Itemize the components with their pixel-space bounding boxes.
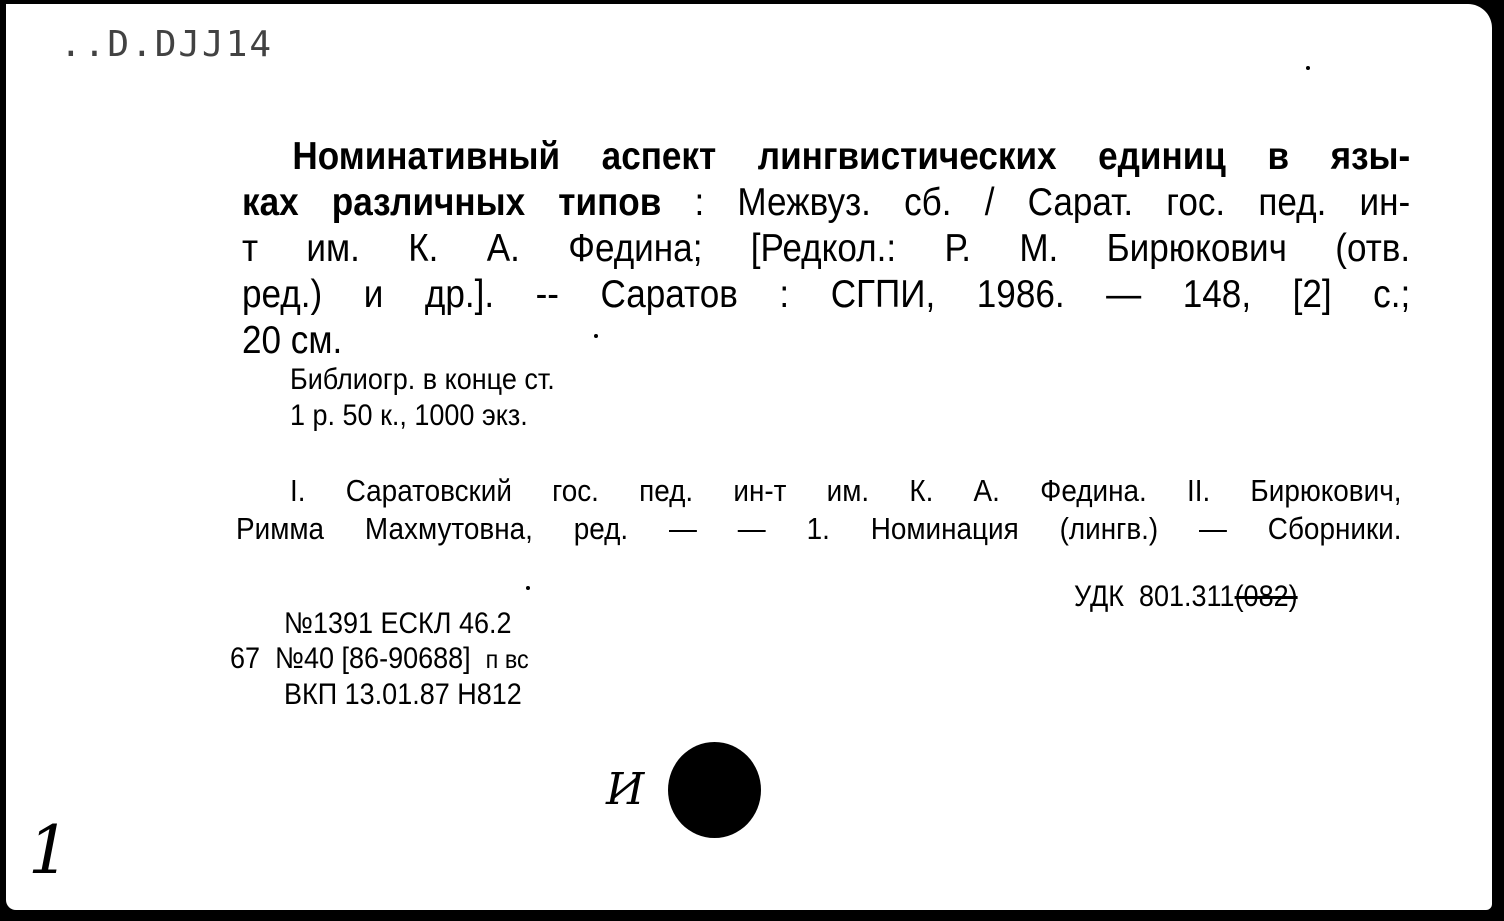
udk-label: УДК xyxy=(1074,580,1124,613)
notes-block xyxy=(290,362,555,434)
price-note: 1 р. 50 к., 1000 экз. xyxy=(290,399,528,432)
tracings-block xyxy=(236,472,1402,548)
stray-dot xyxy=(1306,66,1310,70)
stray-dot xyxy=(526,586,530,590)
description-line-1: Номинативный аспект лингвистических единиц в язы- xyxy=(292,135,1411,178)
tracing-line-1: I. Саратовский гос. пед. ин-т им. К. А. Федина. II. Бирюкович, xyxy=(290,473,1402,508)
code-line-2: 67 №40 [86-90688] п вс xyxy=(230,642,529,675)
description-line-4: ред.) и др.]. -- Саратов : СГПИ, 1986. — 148, [2] с.; xyxy=(242,273,1411,316)
description-line-5: 20 см. xyxy=(242,319,343,362)
code-line-3: ВКП 13.01.87 Н812 xyxy=(284,678,522,711)
description-line-2: ках различных типов : Межвуз. сб. / Сарат. гос. пед. ин- xyxy=(242,181,1411,224)
black-dot-stamp xyxy=(668,742,761,838)
stray-dot xyxy=(594,334,598,338)
catalog-codes xyxy=(230,606,529,712)
udk-number: 801.311 xyxy=(1138,580,1235,613)
tracing-line-2: Римма Махмутовна, ред. — — 1. Номинация (лингв.) — Сборники. xyxy=(236,511,1402,546)
handwritten-mark: И xyxy=(606,764,641,815)
handwritten-corner-number: 1 xyxy=(28,812,70,889)
bibliography-note: Библиогр. в конце ст. xyxy=(290,363,555,396)
code-line-1: №1391 ЕСКЛ 46.2 xyxy=(284,607,512,640)
bibliographic-description xyxy=(242,134,1410,364)
udk-struck-code: (082) xyxy=(1234,580,1298,613)
description-line-3: т им. К. А. Федина; [Редкол.: Р. М. Бирюкович (отв. xyxy=(242,227,1411,270)
stamp-number: ..D.DJJ14 xyxy=(60,24,274,65)
udk-code xyxy=(1074,580,1298,614)
